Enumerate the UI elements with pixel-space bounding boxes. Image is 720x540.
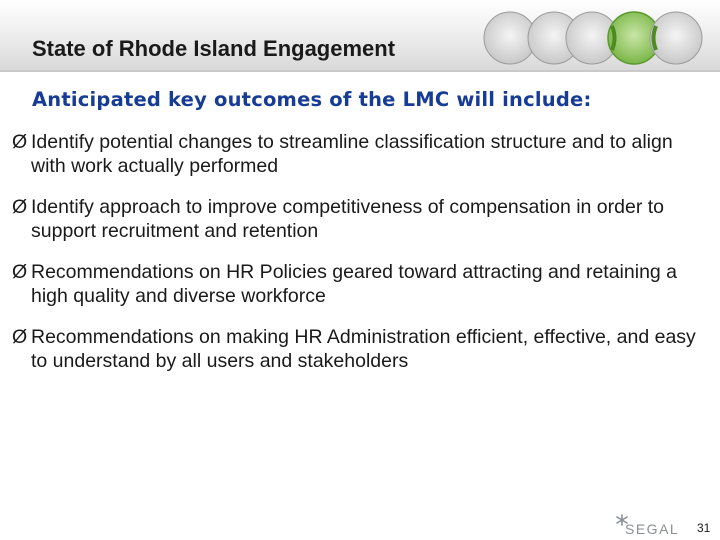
arrow-bullet-icon: Ø [12, 131, 28, 153]
page-number: 31 [697, 521, 711, 535]
bullet-item [12, 130, 712, 178]
bullet-text: Recommendations on making HR Administration efficient, effective, and easy to understand by all users and stakeholders [31, 326, 696, 372]
bullet-item [12, 260, 712, 308]
arrow-bullet-icon: Ø [12, 196, 28, 218]
progress-circle-5 [650, 12, 702, 64]
segal-logo [613, 513, 693, 537]
arrow-bullet-icon: Ø [12, 326, 28, 348]
progress-circles [480, 6, 720, 70]
arrow-bullet-icon: Ø [12, 261, 28, 283]
bullet-text: Identify approach to improve competitiveness of compensation in order to support recruitment and retention [31, 196, 665, 242]
bullet-text: Identify potential changes to streamline classification structure and to align with work actually performed [31, 131, 673, 177]
slide-title: State of Rhode Island Engagement [32, 36, 396, 61]
bullet-text: Recommendations on HR Policies geared toward attracting and retaining a high quality and diverse workforce [31, 261, 678, 307]
header-divider [0, 70, 720, 72]
bullet-list [12, 130, 712, 390]
svg-text:SEGAL: SEGAL [625, 521, 680, 537]
bullet-item [12, 325, 712, 373]
bullet-item [12, 195, 712, 243]
section-subtitle: Anticipated key outcomes of the LMC will include: [32, 88, 592, 111]
